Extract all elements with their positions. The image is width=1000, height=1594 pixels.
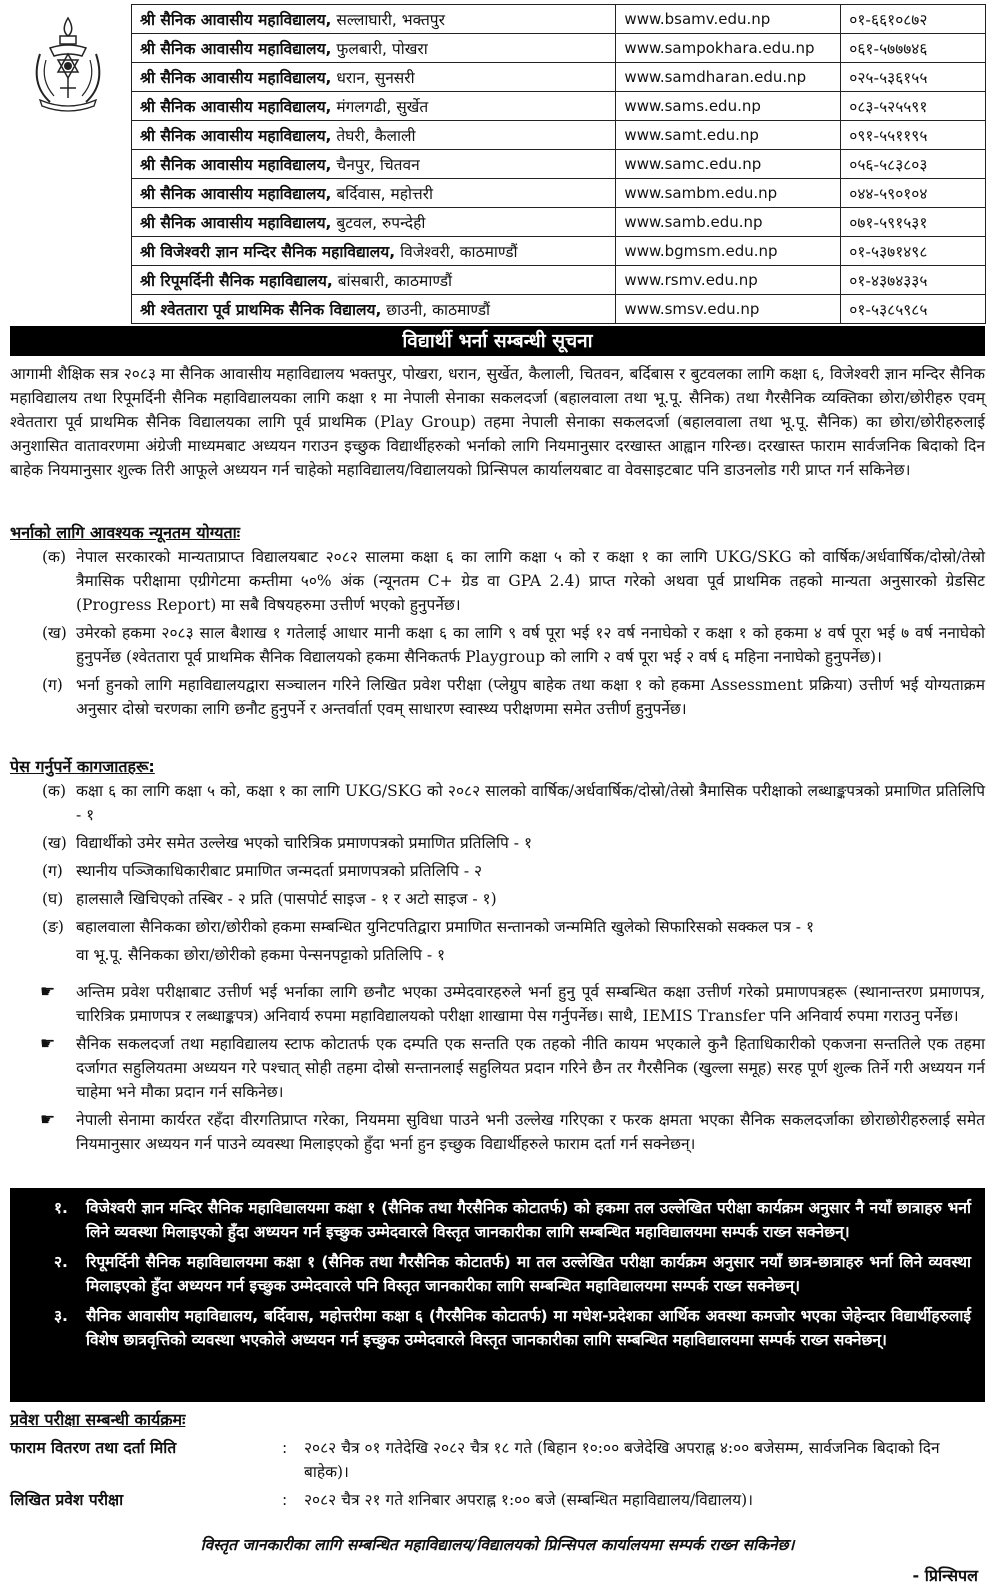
- document-item: [10, 859, 985, 883]
- college-contact-table: [131, 4, 986, 324]
- college-website: www.sambm.edu.np: [616, 179, 841, 208]
- college-name: श्री सैनिक आवासीय महाविद्यालय,: [140, 156, 332, 174]
- college-place: तेघरी, कैलाली: [331, 127, 416, 145]
- college-phone: ०९१-५५११९५: [841, 121, 986, 150]
- college-name: श्री सैनिक आवासीय महाविद्यालय,: [140, 127, 332, 145]
- college-name-cell: [132, 121, 616, 150]
- footer-note: विस्तृत जानकारीका लागि सम्बन्धित महाविद्यालय/विद्यालयको प्रिन्सिपल कार्यालयमा सम्पर्क राख्न सकिनेछ।: [200, 1536, 795, 1554]
- document-item: [10, 831, 985, 855]
- highlight-text: विजेश्वरी ज्ञान मन्दिर सैनिक महाविद्यालयमा कक्षा १ (सैनिक तथा गैरसैनिक कोटातर्फ) को हकमा तल उल्लेखित परीक्षा कार्यक्रम अनुसार नै नयाँ छात्राहरु भर्ना लिने व्यवस्था मिलाइएको हुँदा अध्ययन गर्न इच्छुक उम्मेदवारले विस्तृत जानकारीका लागि सम्बन्धित महाविद्यालयमा सम्पर्क राख्न सक्नेछन्।: [86, 1199, 971, 1241]
- note-text: सैनिक सकलदर्जा तथा महाविद्यालय स्टाफ कोटातर्फ एक दम्पति एक सन्तति एक तहको नीति कायम भएकाले कुनै हिताधिकारीको एकजना सन्ततिले एक तहमा दर्जागत सहुलियतमा अध्ययन गरे पश्चात् सोही तहमा दोस्रो सन्तानलाई सहुलियत प्रदान गरिने छैन तर गैरसैनिक (खुल्ला समूह) सरह पूर्ण शुल्क तिर्ने गरी अध्ययन गर्न चाहेमा भने मौका प्रदान गर्न सकिनेछ।: [76, 1035, 985, 1101]
- pointing-hand-icon: ☛: [40, 1034, 56, 1054]
- documents-heading: पेस गर्नुपर्ने कागजातहरू:: [10, 757, 155, 776]
- college-name: श्री विजेश्वरी ज्ञान मन्दिर सैनिक महाविद्यालय,: [140, 243, 396, 261]
- exam-row-value: २०८२ चैत्र ०१ गतेदेखि २०८२ चैत्र १८ गते (बिहान १०:०० बजेदेखि अपराह्न ४:०० बजेसम्म, सार्वजनिक बिदाको दिन बाहेक)।: [304, 1439, 940, 1481]
- college-phone: ०१-५३८५९८५: [841, 295, 986, 324]
- document-item-text: वा भू.पू. सैनिकका छोरा/छोरीको हकमा पेन्सनपट्टाको प्रतिलिपि - १: [76, 946, 446, 964]
- college-row: [132, 208, 986, 237]
- document-item-marker: (ग): [42, 862, 63, 880]
- document-item-marker: [10, 943, 76, 967]
- note-text: अन्तिम प्रवेश परीक्षाबाट उत्तीर्ण भई भर्नाका लागि छनौट भएका उम्मेदवारहरुले भर्ना हुनु पूर्व सम्बन्धित कक्षा उत्तीर्ण गरेको प्रमाणपत्रहरू (स्थानान्तरण प्रमाणपत्र, चारित्रिक प्रमाणपत्र र लब्धाङ्कपत्र) अनिवार्य रुपमा महाविद्यालयको परीक्षा शाखामा पेस गर्नुपर्नेछ। साथै, IEMIS Transfer पनि अनिवार्य रुपमा गराउनु पर्नेछ।: [76, 983, 985, 1025]
- exam-row-colon: :: [282, 1491, 288, 1509]
- college-name-cell: [132, 150, 616, 179]
- college-name-cell: [132, 34, 616, 63]
- note-item: [10, 1108, 985, 1156]
- college-website: www.rsmv.edu.np: [616, 266, 841, 295]
- college-website: www.samdharan.edu.np: [616, 63, 841, 92]
- college-name: श्री रिपूमर्दिनी सैनिक महाविद्यालय,: [140, 272, 333, 290]
- college-name: श्री श्वेततारा पूर्व प्राथमिक सैनिक विद्यालय,: [140, 301, 382, 319]
- college-row: [132, 5, 986, 34]
- document-item-marker: (ख): [42, 834, 67, 852]
- college-website: www.samc.edu.np: [616, 150, 841, 179]
- document-item-text: बहालवाला सैनिकका छोरा/छोरीको हकमा सम्बन्धित युनिटपतिद्वारा प्रमाणित सन्तानको जन्ममिति खुलेको सिफारिसको सक्कल पत्र - १: [76, 918, 815, 936]
- college-name-cell: [132, 179, 616, 208]
- exam-row-value: २०८२ चैत्र २१ गते शनिबार अपराह्न १:०० बजे (सम्बन्धित महाविद्यालय/विद्यालय)।: [304, 1491, 753, 1509]
- document-item: [10, 779, 985, 827]
- college-place: बर्दिवास, महोत्तरी: [331, 185, 434, 203]
- college-name: श्री सैनिक आवासीय महाविद्यालय,: [140, 40, 332, 58]
- college-website: www.samb.edu.np: [616, 208, 841, 237]
- note-item: [10, 1032, 985, 1104]
- pointing-hand-icon: ☛: [40, 982, 56, 1002]
- exam-row-label: लिखित प्रवेश परीक्षा: [10, 1491, 124, 1509]
- highlighted-notice-box: [10, 1188, 985, 1402]
- college-row: [132, 179, 986, 208]
- college-website: www.sams.edu.np: [616, 92, 841, 121]
- qualification-item: [10, 621, 985, 669]
- college-name: श्री सैनिक आवासीय महाविद्यालय,: [140, 11, 332, 29]
- college-place: मंगलगढी, सुर्खेत: [331, 98, 429, 116]
- college-name-cell: [132, 237, 616, 266]
- highlight-number: ३.: [54, 1307, 68, 1325]
- document-item-text: विद्यार्थीको उमेर समेत उल्लेख भएको चारित्रिक प्रमाणपत्रको प्रमाणित प्रतिलिपि - १: [76, 834, 533, 852]
- college-name-cell: [132, 92, 616, 121]
- note-item: [10, 980, 985, 1028]
- college-phone: ०१-६६१०८७२: [841, 5, 986, 34]
- note-text: नेपाली सेनामा कार्यरत रहँदा वीरगतिप्राप्त गरेका, नियममा सुविधा पाउने भनी उल्लेख गरिएका र फरक क्षमता भएका सैनिक सकलदर्जाका छोराछोरीहरुलाई समेत नियमानुसार अध्ययन गर्न पाउने व्यवस्था मिलाइएको हुँदा भर्ना हुन इच्छुक विद्यार्थीहरुले फाराम दर्ता गर्न सक्नेछन्।: [76, 1111, 985, 1153]
- highlight-item: [24, 1196, 971, 1244]
- exam-schedule: [10, 1408, 985, 1512]
- college-name-cell: [132, 266, 616, 295]
- college-website: www.bgmsm.edu.np: [616, 237, 841, 266]
- college-place: छाउनी, काठमाण्डौं: [381, 301, 491, 319]
- header-section: [0, 0, 1000, 326]
- document-item: [10, 943, 985, 967]
- document-item-text: स्थानीय पञ्जिकाधिकारीबाट प्रमाणित जन्मदर्ता प्रमाणपत्रको प्रतिलिपि - २: [76, 862, 483, 880]
- college-row: [132, 237, 986, 266]
- college-place: बांसबारी, काठमाण्डौं: [332, 272, 453, 290]
- college-place: फुलबारी, पोखरा: [331, 40, 428, 58]
- exam-row: [10, 1436, 985, 1484]
- signature: - प्रिन्सिपल: [912, 1566, 978, 1585]
- college-phone: ०७१-५९१५३१: [841, 208, 986, 237]
- college-name: श्री सैनिक आवासीय महाविद्यालय,: [140, 214, 332, 232]
- document-item: [10, 915, 985, 939]
- document-item-text: कक्षा ६ का लागि कक्षा ५ को, कक्षा १ का लागि UKG/SKG को २०८२ सालको वार्षिक/अर्धवार्षिक/दोस्रो/तेस्रो त्रैमासिक परीक्षाको लब्धाङ्कपत्रको प्रमाणित प्रतिलिपि - १: [76, 782, 985, 824]
- college-place: धरान, सुनसरी: [331, 69, 415, 87]
- college-phone: ०५६-५८३८०३: [841, 150, 986, 179]
- exam-row: [10, 1488, 985, 1512]
- qualification-item-text: उमेरको हकमा २०८३ साल बैशाख १ गतेलाई आधार मानी कक्षा ६ का लागि ९ वर्ष पूरा भई १२ वर्ष ननाघेको र कक्षा १ को हकमा ४ वर्ष पूरा भई ७ वर्ष ननाघेको हुनुपर्नेछ (श्वेततारा पूर्व प्राथमिक सैनिक विद्यालयको हकमा सैनिकतर्फ Playgroup को लागि २ वर्ष पूरा भई २ वर्ष ६ महिना ननाघेको हुनुपर्नेछ)।: [76, 624, 985, 666]
- highlight-number: २.: [54, 1253, 68, 1271]
- college-website: www.bsamv.edu.np: [616, 5, 841, 34]
- document-item-text: हालसालै खिचिएको तस्बिर - २ प्रति (पासपोर्ट साइज - १ र अटो साइज - १): [76, 890, 497, 908]
- qualification-item-text: नेपाल सरकारको मान्यताप्राप्त विद्यालयबाट २०८२ सालमा कक्षा ६ का लागि कक्षा ५ को र कक्षा १ का लागि UKG/SKG को वार्षिक/अर्धवार्षिक/दोस्रो/तेस्रो त्रैमासिक परीक्षामा एग्रीगेटमा कम्तीमा ५०% अंक (न्यूनतम C+ ग्रेड वा GPA 2.4) प्राप्त गरेको अथवा पूर्व प्राथमिक तहको मान्यता अनुसारको ग्रेडसिट (Progress Report) मा सबै विषयहरुमा उत्तीर्ण भएको हुनुपर्नेछ।: [76, 548, 985, 614]
- college-row: [132, 121, 986, 150]
- qualification-item: [10, 545, 985, 617]
- college-place: विजेश्वरी, काठमाण्डौं: [395, 243, 518, 261]
- qualification-item-text: भर्ना हुनको लागि महाविद्यालयद्वारा सञ्चालन गरिने लिखित प्रवेश परीक्षा (प्लेग्रुप बाहेक तथा कक्षा १ को हकमा Assessment प्रक्रिया) उत्तीर्ण भई योग्यताक्रम अनुसार दोस्रो चरणका लागि छनौट हुनुपर्ने र अन्तर्वार्ता एवम् साधारण स्वास्थ्य परीक्षणमा समेत उत्तीर्ण हुनुपर्नेछ।: [76, 676, 985, 718]
- college-name-cell: [132, 295, 616, 324]
- college-website: www.samt.edu.np: [616, 121, 841, 150]
- college-name-cell: [132, 63, 616, 92]
- notice-banner-title: विद्यार्थी भर्ना सम्बन्धी सूचना: [10, 326, 985, 356]
- college-phone: ०८३-५२५५९१: [841, 92, 986, 121]
- college-name-cell: [132, 208, 616, 237]
- qualification-item-marker: (ग): [42, 676, 63, 694]
- college-row: [132, 150, 986, 179]
- college-place: सल्लाघारी, भक्तपुर: [331, 11, 445, 29]
- exam-row-label: फाराम वितरण तथा दर्ता मिति: [10, 1439, 177, 1457]
- highlight-text: रिपूमर्दिनी सैनिक महाविद्यालयमा कक्षा १ (सैनिक तथा गैरसैनिक कोटातर्फ) मा तल उल्लेखित परीक्षा कार्यक्रम अनुसार नयाँ छात्र-छात्राहरु भर्ना लिने व्यवस्था मिलाइएको हुँदा अध्ययन गर्न इच्छुक उम्मेदवारले पनि विस्तृत जानकारीका लागि सम्बन्धित महाविद्यालयमा सम्पर्क राख्न सक्नेछन्।: [86, 1253, 971, 1295]
- highlight-text: सैनिक आवासीय महाविद्यालय, बर्दिवास, महोत्तरीमा कक्षा ६ (गैरसैनिक कोटातर्फ) मा मधेश-प्रदेशका आर्थिक अवस्था कमजोर भएका जेहेन्दार विद्यार्थीहरुलाई विशेष छात्रवृत्तिको व्यवस्था भएकोले अध्ययन गर्न इच्छुक उम्मेदवारले विस्तृत जानकारीका लागि सम्बन्धित महाविद्यालयमा सम्पर्क राख्न सक्नेछन्।: [86, 1307, 971, 1349]
- college-row: [132, 63, 986, 92]
- college-name-cell: [132, 5, 616, 34]
- document-item-marker: (ङ): [42, 918, 64, 936]
- documents-list: [10, 779, 985, 971]
- highlight-number: १.: [54, 1199, 68, 1217]
- college-row: [132, 92, 986, 121]
- college-phone: ०४४-५९०१०४: [841, 179, 986, 208]
- college-row: [132, 34, 986, 63]
- intro-paragraph: आगामी शैक्षिक सत्र २०८३ मा सैनिक आवासीय महाविद्यालय भक्तपुर, पोखरा, धरान, सुर्खेत, कैलाली, चितवन, बर्दिबास र बुटवलका लागि कक्षा ६, विजेश्वरी ज्ञान मन्दिर सैनिक महाविद्यालय तथा रिपूमर्दिनी सैनिक महाविद्यालयका लागि कक्षा १ मा नेपाली सेनाका सकलदर्जा (बहालवाला तथा भू.पू. सैनिक) तथा गैरसैनिक व्यक्तिका छोरा/छोरीहरु एवम् श्वेततारा पूर्व प्राथमिक सैनिक विद्यालयका लागि पूर्व प्राथमिक (Play Group) तहमा नेपाली सेनाका सकलदर्जा (बहालवाला तथा भू.पू. सैनिक) का छोरा/छोरीहरुलाई अनुशासित वातावरणमा अंग्रेजी माध्यमबाट अध्ययन गराउन इच्छुक विद्यार्थीहरुको भर्नाको लागि नियमानुसार दरखास्त आह्वान गरिन्छ। दरखास्त फाराम सार्वजनिक बिदाको दिन बाहेक नियमानुसार शुल्क तिरी आफूले अध्ययन गर्न चाहेको महाविद्यालय/विद्यालयको प्रिन्सिपल कार्यालयबाट वा वेवसाइटबाट पनि डाउनलोड गरी प्राप्त गर्न सकिनेछ।: [10, 365, 985, 479]
- qualifications-heading: भर्नाको लागि आवश्यक न्यूनतम योग्यताः: [10, 523, 241, 542]
- college-website: www.smsv.edu.np: [616, 295, 841, 324]
- qualification-item-marker: (ख): [42, 624, 67, 642]
- college-place: बुटवल, रुपन्देही: [331, 214, 426, 232]
- document-item: [10, 887, 985, 911]
- college-name: श्री सैनिक आवासीय महाविद्यालय,: [140, 185, 332, 203]
- highlight-item: [24, 1304, 971, 1352]
- qualification-item-marker: (क): [42, 548, 66, 566]
- exam-row-colon: :: [282, 1439, 288, 1457]
- pointing-hand-icon: ☛: [40, 1110, 56, 1130]
- college-website: www.sampokhara.edu.np: [616, 34, 841, 63]
- college-phone: ०१-५३७१४९८: [841, 237, 986, 266]
- exam-schedule-heading: प्रवेश परीक्षा सम्बन्धी कार्यक्रमः: [10, 1410, 186, 1429]
- document-item-marker: (क): [42, 782, 66, 800]
- notes-list: [10, 980, 985, 1160]
- qualification-item: [10, 673, 985, 721]
- college-place: चैनपुर, चितवन: [331, 156, 420, 174]
- college-phone: ०६१-५७७७४६: [841, 34, 986, 63]
- college-phone: ०१-४३७४३३५: [841, 266, 986, 295]
- college-name: श्री सैनिक आवासीय महाविद्यालय,: [140, 98, 332, 116]
- highlight-item: [24, 1250, 971, 1298]
- document-item-marker: (घ): [42, 890, 64, 908]
- nepal-army-emblem-logo: [20, 14, 116, 114]
- college-row: [132, 266, 986, 295]
- college-phone: ०२५-५३६१५५: [841, 63, 986, 92]
- college-row: [132, 295, 986, 324]
- qualifications-list: [10, 545, 985, 725]
- college-name: श्री सैनिक आवासीय महाविद्यालय,: [140, 69, 332, 87]
